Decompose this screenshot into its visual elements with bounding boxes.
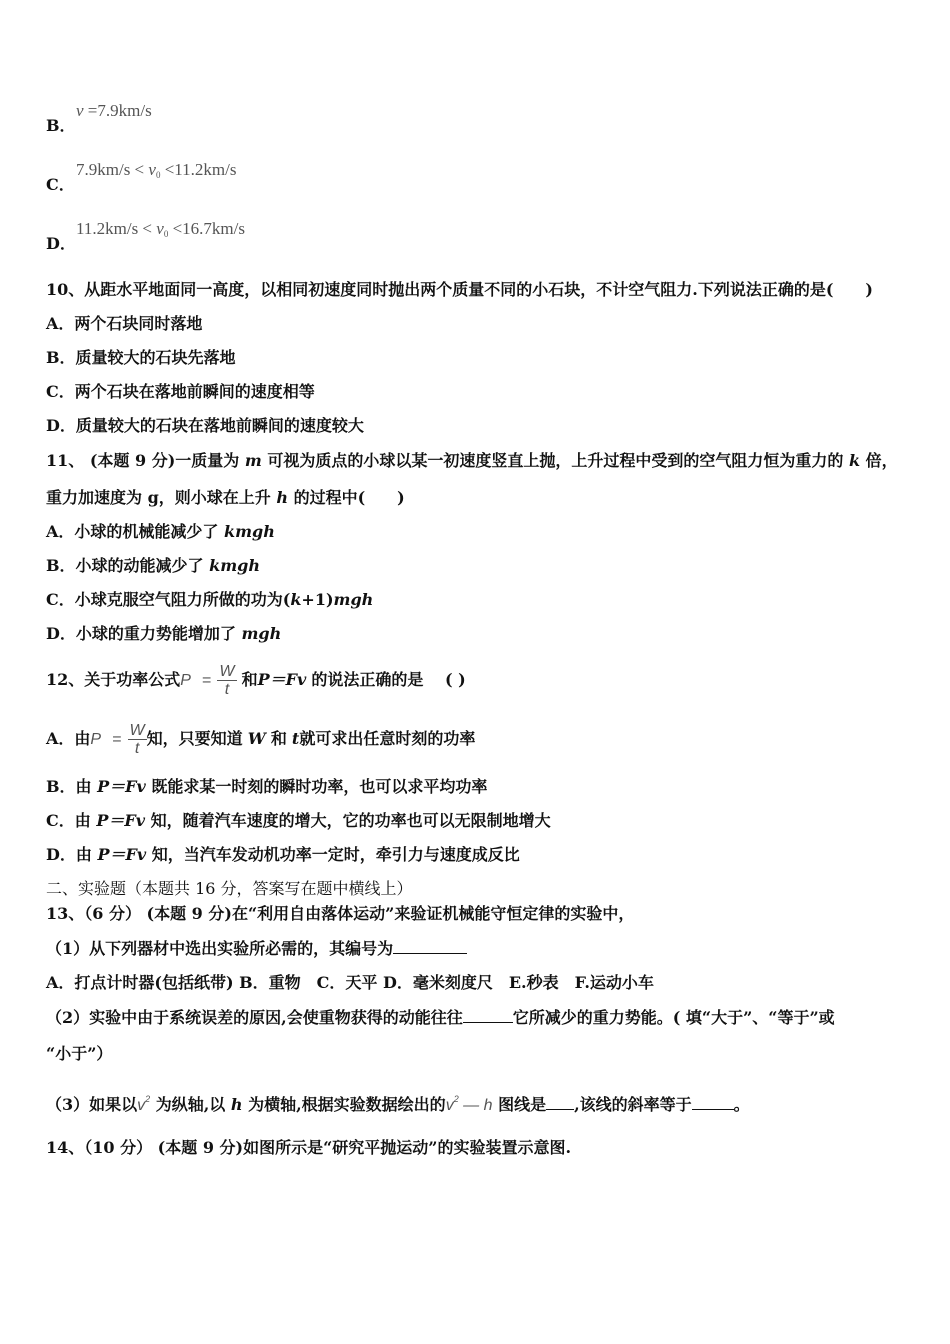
q10-option-d: D．质量较大的石块在落地前瞬间的速度较大 (46, 416, 364, 435)
q12-option-c: C．由 P＝Fv 知，随着汽车速度的增大，它的功率也可以无限制地增大 (46, 811, 551, 830)
q11-stem-line1: 11、 (本题 9 分)一质量为 m 可视为质点的小球以某一初速度竖直上抛，上升过程中受到的空气阻力恒为重力的 k 倍， (46, 451, 898, 470)
q12-option-a-fraction: $\frac{W}{t}$ (129, 722, 145, 757)
q13-stem: 13、（6 分） (本题 9 分)在“利用自由落体运动”来验证机械能守恒定律的实验中， (46, 904, 635, 923)
q13-part2-line1: （2）实验中由于系统误差的原因,会使重物获得的动能往往 它所减少的重力势能。( 填“大于”、“等于”或 (46, 1008, 835, 1027)
q12-stem: 12、关于功率公式P = $\frac{W}{t}$ 和P＝Fv 的说法正确的是 ( ) (46, 663, 466, 698)
q12-option-d: D．由 P＝Fv 知，当汽车发动机功率一定时，牵引力与速度成反比 (46, 845, 520, 864)
q13-part3-slope-blank[interactable] (692, 1094, 734, 1110)
q13-part1-blank[interactable] (393, 938, 467, 954)
q12-option-b: B．由 P＝Fv 既能求某一时刻的瞬时功率，也可以求平均功率 (46, 777, 488, 796)
q11-option-b: B．小球的动能减少了 kmgh (46, 556, 260, 575)
q9-option-c-label: C． (46, 175, 75, 194)
q13-part2-blank[interactable] (463, 1007, 513, 1023)
q12-power-fraction: $\frac{W}{t}$ (219, 663, 235, 698)
q13-equipment-options: A．打点计时器(包括纸带) B．重物 C．天平 D．毫米刻度尺 E.秒表 F.运动小车 (46, 973, 654, 992)
q9-option-b-label: B． (46, 116, 76, 135)
q13-part2-line2: “小于”） (46, 1044, 113, 1063)
q9-option-d-label: D． (46, 234, 76, 253)
q10-option-c: C．两个石块在落地前瞬间的速度相等 (46, 382, 315, 401)
q11-stem-line2: 重力加速度为 g，则小球在上升 h 的过程中( ) (46, 488, 405, 507)
q10-stem: 10、从距水平地面同一高度，以相同初速度同时抛出两个质量不同的小石块，不计空气阻力.下列说法正确的是( ) (46, 280, 873, 299)
q10-option-a: A．两个石块同时落地 (46, 314, 203, 333)
q13-part3-graph-blank[interactable] (546, 1094, 574, 1110)
section-2-heading: 二、实验题（本题共 16 分，答案写在题中横线上） (46, 879, 413, 898)
q11-option-a: A．小球的机械能减少了 kmgh (46, 522, 275, 541)
q14-stem: 14、（10 分） (本题 9 分)如图所示是“研究平抛运动”的实验装置示意图. (46, 1138, 572, 1157)
q9-option-c-formula: $7.9km/s < v_0 <11.2km/s$ (76, 160, 237, 180)
q10-option-b: B．质量较大的石块先落地 (46, 348, 236, 367)
q9-option-b-formula: v =7.9km/s (76, 101, 152, 120)
q13-part3: （3）如果以$v^2$ 为纵轴,以 h 为横轴,根据实验数据绘出的$v^2$ — h 图线是 ,该线的斜率等于 。 (46, 1094, 750, 1114)
q13-part1: （1）从下列器材中选出实验所必需的，其编号为 (46, 938, 467, 959)
q12-option-a: A．由P = $\frac{W}{t}$ 知，只要知道 W 和 t就可求出任意时刻的功率 (46, 722, 476, 757)
q9-option-d-formula: $11.2km/s < v_0 <16.7km/s$ (76, 219, 245, 239)
q11-option-d: D．小球的重力势能增加了 mgh (46, 624, 282, 643)
q11-option-c: C．小球克服空气阻力所做的功为(k+1)mgh (46, 590, 374, 609)
